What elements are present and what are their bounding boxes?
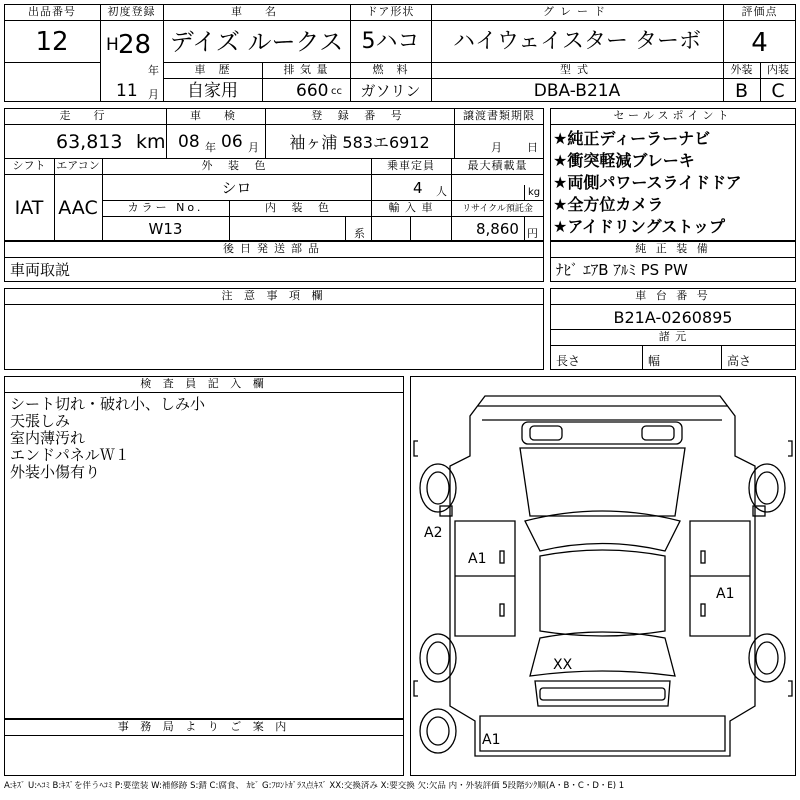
- inspector-note-line: 天張しみ: [10, 412, 71, 430]
- inspector-note-line: 外装小傷有り: [10, 463, 101, 481]
- registration-year-unit: 年: [148, 64, 159, 77]
- inspection-year-unit: 年: [205, 141, 216, 154]
- score-label: 評価点: [741, 6, 778, 18]
- car-name: デイズ ルークス: [169, 28, 344, 56]
- damage-mark: A1: [468, 551, 487, 567]
- width-label: 幅: [648, 354, 661, 368]
- capacity-label: 乗車定員: [387, 160, 435, 172]
- followup-parts-label: 後日発送部品: [223, 243, 325, 255]
- sales-points-label: セールスポイント: [613, 110, 733, 122]
- left-side-panel: [455, 521, 515, 636]
- inspection-month-unit: 月: [248, 141, 259, 154]
- registration-year: 28: [118, 30, 152, 60]
- inspector-note-line: シート切れ・破れ小、しみ小: [10, 395, 206, 413]
- headlight-left: [530, 426, 562, 440]
- spare-wheel: [420, 709, 456, 753]
- plate-label: 登 録 番 号: [311, 110, 408, 122]
- fuel-label: 燃 料: [372, 64, 409, 76]
- inspector-note-line: エンドパネルＷ１: [10, 446, 130, 464]
- shift-label: シフト: [12, 160, 46, 172]
- score: 4: [751, 28, 768, 58]
- interior-grade-label: 内装: [767, 64, 789, 76]
- sales-point-item: ★アイドリングストップ: [553, 217, 725, 236]
- length-label: 長さ: [556, 354, 581, 368]
- headlight-right: [642, 426, 674, 440]
- interior-color-label: 内 装 色: [265, 202, 335, 214]
- registration-month-unit: 月: [148, 88, 159, 101]
- height-label: 高さ: [727, 354, 752, 368]
- registration-era: H: [106, 35, 119, 55]
- history-label: 車 歴: [194, 64, 231, 76]
- office-notes-label: 事 務 局 よ り ご 案 内: [117, 721, 291, 733]
- sales-point-item: ★全方位カメラ: [553, 195, 664, 214]
- damage-mark: A1: [716, 586, 735, 602]
- payload-label: 最大積載量: [467, 160, 528, 172]
- displacement-label: 排 気 量: [283, 64, 329, 76]
- damage-mark: XX: [553, 657, 573, 673]
- exterior-color: シロ: [221, 179, 252, 197]
- damage-mark: A2: [424, 525, 443, 541]
- interior-color-unit: 系: [354, 227, 365, 240]
- rear-glass: [530, 632, 675, 676]
- options-label: 純 正 装 備: [635, 243, 711, 255]
- door-type: 5ハコ: [361, 29, 420, 54]
- sales-points-list: [553, 128, 795, 238]
- inspector-notes: [10, 396, 400, 481]
- sales-point-item: ★純正ディーラーナビ: [553, 129, 711, 148]
- damage-legend: A:ｷｽﾞ U:ﾍｺﾐ B:ｷｽﾞを伴うﾍｺﾐ P:要塗装 W:補修跡 S:錆 C:腐食、 ｶﾋﾞ G:ﾌﾛﾝﾄｶﾞﾗｽ点ｷｽﾞ XX:交換済み X:要交換 欠:欠品 内・外装評価 5段階ﾗﾝｸ順(A・B・C・D・E) 1: [4, 781, 625, 791]
- mileage-label: 走 行: [59, 110, 111, 122]
- color-number: W13: [148, 220, 183, 238]
- sales-point-item: ★衝突軽減ブレーキ: [553, 151, 695, 170]
- transfer-day-unit: 日: [527, 141, 538, 154]
- lot-number-label: 出品番号: [28, 6, 76, 18]
- capacity: 4: [413, 179, 423, 197]
- rear-hatch: [535, 681, 670, 706]
- history: 自家用: [187, 81, 238, 101]
- capacity-unit: 人: [436, 185, 447, 198]
- model-code: DBA-B21A: [533, 81, 621, 101]
- grade-label: グレード: [543, 6, 611, 18]
- displacement: 660: [296, 81, 329, 101]
- displacement-unit: cc: [331, 86, 342, 97]
- exterior-grade-label: 外装: [730, 64, 753, 76]
- inspection-year: 08: [178, 132, 200, 152]
- model-label: 型式: [560, 64, 594, 76]
- shift: IAT: [14, 197, 44, 219]
- color-number-label: カラー No.: [127, 202, 204, 214]
- hood: [520, 448, 685, 516]
- inspection-month: 06: [221, 132, 243, 152]
- windshield: [525, 511, 680, 551]
- chassis-number: B21A-0260895: [613, 308, 733, 327]
- transfer-deadline-label: 譲渡書類期限: [463, 110, 535, 122]
- first-registration-label: 初度登録: [107, 6, 156, 18]
- registration-month: 11: [116, 81, 138, 101]
- mileage: 63,813: [56, 131, 123, 153]
- transfer-month-unit: 月: [491, 141, 502, 154]
- plate-number: 袖ヶ浦 583エ6912: [289, 133, 430, 152]
- door-type-label: ドア形状: [366, 6, 415, 18]
- roof: [540, 550, 665, 636]
- aircon-label: エアコン: [56, 160, 100, 172]
- damage-mark: A1: [482, 732, 501, 748]
- interior-grade: C: [771, 80, 785, 102]
- car-damage-diagram: [410, 376, 796, 776]
- right-side-panel: [690, 521, 750, 636]
- front-bumper: [478, 406, 728, 420]
- rear-bumper: [540, 688, 665, 700]
- notes-label: 注 意 事 項 欄: [221, 290, 327, 302]
- options: ﾅﾋﾞ ｴｱB ｱﾙﾐ PS PW: [556, 261, 688, 279]
- lot-number: 12: [35, 27, 69, 57]
- front-grille: [522, 422, 682, 444]
- recycle-fee: 8,860: [476, 220, 519, 238]
- chassis-number-label: 車 台 番 号: [635, 290, 711, 302]
- payload-unit: kg: [528, 187, 541, 198]
- mileage-unit: km: [136, 131, 166, 153]
- inspector-note-line: 室内薄汚れ: [10, 429, 86, 447]
- followup-parts: 車両取説: [10, 261, 71, 279]
- inspector-label: 検 査 員 記 入 欄: [140, 378, 268, 390]
- car-name-label: 車 名: [231, 6, 282, 18]
- exterior-color-label: 外 装 色: [201, 160, 272, 172]
- aircon: AAC: [58, 197, 98, 219]
- recycle-fee-label: リサイクル預託金: [462, 204, 533, 214]
- sales-point-item: ★両側パワースライドドア: [553, 173, 742, 192]
- exterior-grade: B: [734, 80, 749, 102]
- import-label: 輸 入 車: [388, 202, 434, 214]
- grade: ハイウェイスター ターボ: [453, 29, 701, 54]
- recycle-fee-unit: 円: [527, 227, 538, 240]
- fuel: ガソリン: [360, 82, 421, 100]
- inspection-label: 車 検: [190, 110, 241, 122]
- dimensions-label: 諸 元: [658, 331, 688, 343]
